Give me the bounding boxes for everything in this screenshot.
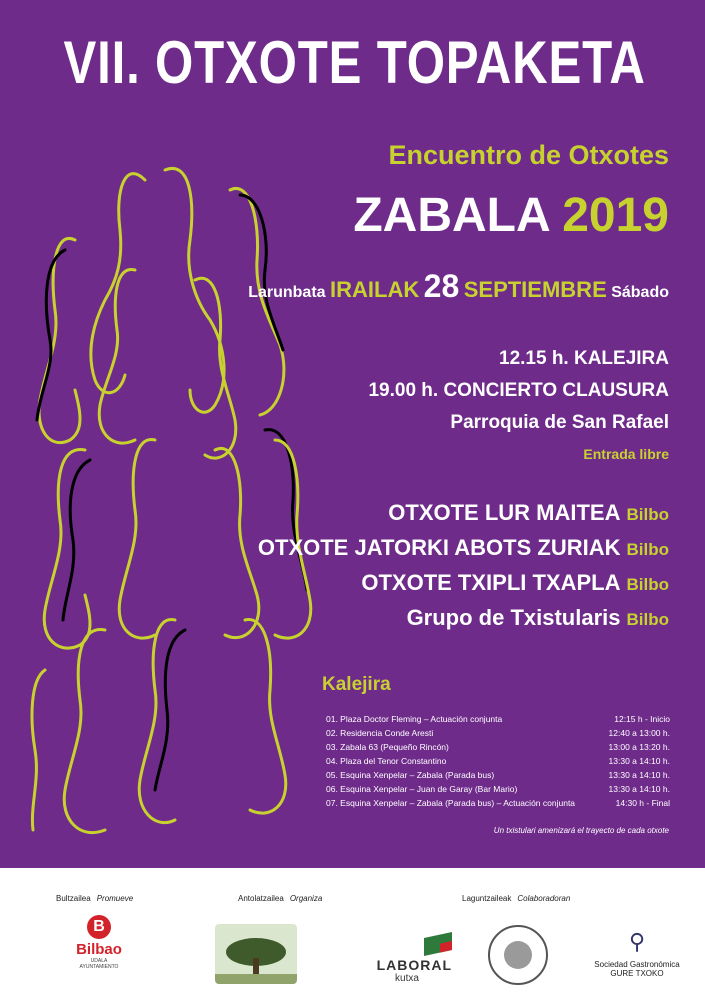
sponsor-label-es: Colaboradoran xyxy=(517,894,571,903)
schedule-concert: 19.00 h. CONCIERTO CLAUSURA xyxy=(368,380,669,401)
route-time: 12:40 a 13:00 h. xyxy=(608,728,670,738)
group-name: Grupo de Txistularis xyxy=(406,605,621,630)
figure-outline xyxy=(32,670,45,830)
group-name: OTXOTE JATORKI ABOTS ZURIAK xyxy=(257,535,621,560)
group-city: Bilbo xyxy=(626,505,669,524)
event-subtitle: Encuentro de Otxotes xyxy=(388,140,669,170)
sponsor-label-eu: Laguntzaileak xyxy=(462,894,512,903)
day-number: 28 xyxy=(423,268,460,304)
entry-note: Entrada libre xyxy=(583,446,669,462)
figure-outline xyxy=(99,270,135,444)
month-es: SEPTIEMBRE xyxy=(463,277,607,302)
month-eu: IRAILAK xyxy=(330,277,420,302)
day-eu: Larunbata xyxy=(248,284,326,301)
laboral-sub: kutxa xyxy=(395,973,419,984)
figure-outline xyxy=(44,450,90,649)
bilbao-name: Bilbao xyxy=(76,941,122,958)
promoter-label xyxy=(56,894,133,903)
route-time: 13:30 a 14:10 h. xyxy=(608,784,670,794)
route-place: 06. Esquina Xenpelar – Juan de Garay (Bar Mario) xyxy=(326,784,518,794)
seal-logo xyxy=(488,925,548,985)
group-name: OTXOTE TXIPLI TXAPLA xyxy=(361,570,621,595)
route-place: 02. Residencia Conde Aresti xyxy=(326,728,434,738)
route-place: 01. Plaza Doctor Fleming – Actuación conjunta xyxy=(326,714,503,724)
route-row xyxy=(326,754,670,768)
bilbao-sub2: AYUNTAMIENTO xyxy=(79,964,119,970)
singers-illustration xyxy=(25,150,315,850)
laboral-flag-icon xyxy=(424,932,452,956)
group-name: OTXOTE LUR MAITEA xyxy=(388,500,621,525)
organizer-label-eu: Antolatzailea xyxy=(238,894,284,903)
group-row xyxy=(361,570,669,596)
organizer-label-es: Organiza xyxy=(289,894,323,903)
route-time: 13:30 a 14:10 h. xyxy=(608,756,670,766)
figure-outline xyxy=(39,238,80,442)
event-year: 2019 xyxy=(562,189,669,242)
bilbao-sub1: UDALA xyxy=(90,958,108,964)
bilbao-b-icon: B xyxy=(87,915,111,939)
sponsor-label xyxy=(462,894,570,903)
route-time: 13:00 a 13:20 h. xyxy=(608,742,670,752)
figure-outline xyxy=(37,250,65,420)
route-time: 14:30 h - Final xyxy=(615,798,670,808)
route-row xyxy=(326,726,670,740)
route-time: 12:15 h - Inicio xyxy=(614,714,670,724)
kalejira-note: Un txistulari amenizará el trayecto de cada otxote xyxy=(493,826,669,835)
gure-txoko-line1: Sociedad Gastronómica xyxy=(594,960,680,969)
kalejira-route-list xyxy=(326,712,670,810)
route-place: 05. Esquina Xenpelar – Zabala (Parada bus) xyxy=(326,770,495,780)
bilbao-logo xyxy=(64,915,134,970)
figure-outline xyxy=(155,630,185,790)
group-city: Bilbo xyxy=(626,540,669,559)
route-row xyxy=(326,712,670,726)
seal-inner-icon xyxy=(504,941,532,969)
gure-txoko-line2: GURE TXOKO xyxy=(610,969,664,978)
event-date xyxy=(248,268,669,305)
figure-outline xyxy=(119,440,155,639)
laboral-name: LABORAL xyxy=(376,957,452,973)
promoter-label-es: Promueve xyxy=(96,894,134,903)
group-row xyxy=(407,605,669,631)
day-es: Sábado xyxy=(611,284,669,301)
route-row xyxy=(326,796,670,810)
promoter-label-eu: Bultzailea xyxy=(56,894,91,903)
schedule-kalejira: 12.15 h. KALEJIRA xyxy=(499,348,669,369)
figure-outline xyxy=(265,430,307,590)
figure-outline xyxy=(245,620,286,814)
group-city: Bilbo xyxy=(626,610,669,629)
poster-title: VII. OTXOTE TOPAKETA xyxy=(63,29,646,96)
group-city: Bilbo xyxy=(626,575,669,594)
route-row xyxy=(326,768,670,782)
schedule-venue: Parroquia de San Rafael xyxy=(450,412,669,433)
event-place: ZABALA xyxy=(353,189,549,242)
kalejira-title: Kalejira xyxy=(322,674,391,695)
lur-maitea-logo-art xyxy=(215,924,297,984)
lur-maitea-logo xyxy=(215,924,297,984)
group-row xyxy=(388,500,669,526)
event-place-year xyxy=(353,188,669,243)
gure-txoko-emblem-icon: ⚲ xyxy=(628,929,646,954)
route-row xyxy=(326,740,670,754)
route-place: 04. Plaza del Tenor Constantino xyxy=(326,756,447,766)
gure-txoko-logo xyxy=(585,930,689,978)
route-place: 07. Esquina Xenpelar – Zabala (Parada bus) – Actuación conjunta xyxy=(326,798,576,808)
route-place: 03. Zabala 63 (Pequeño Rincón) xyxy=(326,742,449,752)
laboral-kutxa-logo xyxy=(362,935,452,984)
route-row xyxy=(326,782,670,796)
group-row xyxy=(258,535,669,561)
figure-outline xyxy=(64,630,105,833)
figure-outline xyxy=(215,448,259,637)
route-time: 13:30 a 14:10 h. xyxy=(608,770,670,780)
organizer-label xyxy=(238,894,322,903)
